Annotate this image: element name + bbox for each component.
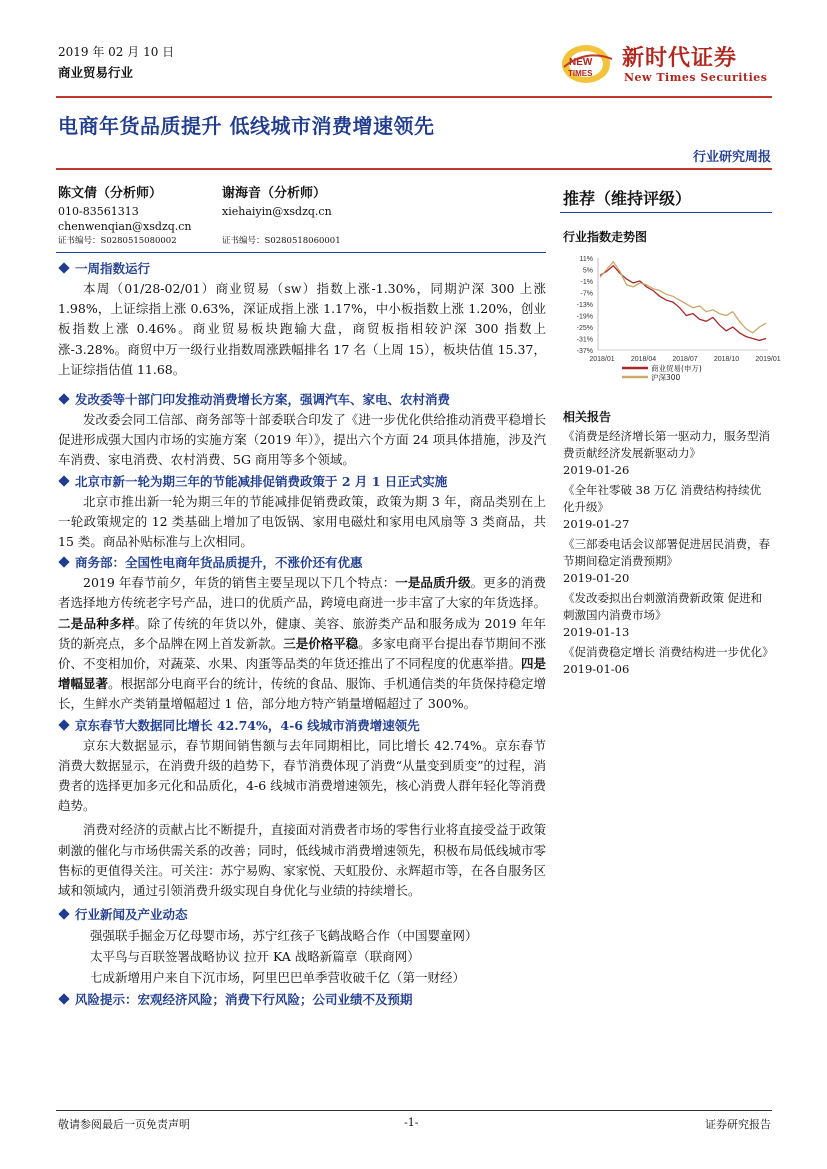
- bullet-icon: [58, 557, 69, 568]
- analyst-cert: 证书编号：S0280515080002: [58, 236, 177, 246]
- section-heading: 商务部：全国性电商年货品质提升，不涨价还有优惠: [58, 553, 546, 571]
- footer-divider: [56, 1110, 772, 1111]
- bullet-icon: [58, 393, 69, 404]
- analyst-1: [58, 186, 192, 249]
- series-line-trade: [600, 266, 766, 341]
- company-logo: [560, 37, 770, 93]
- industry-label: 商业贸易行业: [58, 65, 134, 80]
- x-tick-label: 2018/01: [589, 356, 615, 363]
- analyst-spacer: [222, 219, 341, 234]
- x-tick-label: 2018/07: [672, 356, 698, 363]
- news-item: 强强联手掘金万亿母婴市场，苏宁红孩子飞鹤战略合作（中国婴童网）: [90, 928, 478, 944]
- y-tick-label: 5%: [582, 267, 593, 275]
- paragraph: 消费对经济的贡献占比不断提升，直接面对消费者市场的零售行业将直接受益于政策刺激的催化与市场供需关系的改善；同时，低线城市消费增速领先，积极布局低线城市零售标的更值得关注。可关注：苏宁易购、家家悦、天虹股份、永辉超市等，在各自服务区域和领域内，通过引领消费升级实现自身优化与业绩的持续增长。: [58, 822, 546, 899]
- rating-divider: [560, 212, 772, 213]
- bullet-icon: [58, 994, 69, 1005]
- title-divider: [56, 168, 772, 170]
- y-tick-label: -37%: [576, 348, 593, 355]
- analyst-email: chenwenqian@xsdzq.cn: [58, 220, 192, 233]
- bullet-icon: [58, 909, 69, 920]
- analyst-name: 陈文倩（分析师）: [58, 186, 163, 201]
- y-tick-label: -31%: [576, 336, 593, 344]
- report-date: 2019 年 02 月 10 日: [58, 45, 175, 59]
- section-heading: 一周指数运行: [58, 259, 546, 277]
- paragraph: 北京市推出新一轮为期三年的节能减排促销费政策，政策为期 3 年，商品类别在上一轮政策规定的 12 类基础上增加了电饭锅、家用电磁灶和家用电风扇等 3 类商品，共 15 类。商品补贴标准与上次相同。: [58, 493, 546, 550]
- paragraph: 发改委会同工信部、商务部等十部委联合印发了《进一步优化供给推动消费平稳增长促进形成强大国内市场的实施方案（2019 年）》，提出六个方面 24 项具体措施，涉及汽车消费、家电消费、农村消费、5G 商用等多个领域。: [58, 412, 546, 468]
- related-report-item[interactable]: 《促消费稳定增长 消费结构进一步优化》 2019-01-06: [563, 645, 774, 676]
- bullet-icon: [58, 719, 69, 730]
- news-list: [58, 925, 546, 988]
- logo-company-name: 新时代证券: [622, 45, 738, 71]
- section-heading: 北京市新一轮为期三年的节能减排促销费政策于 2 月 1 日正式实施: [58, 472, 546, 490]
- logo-mark-bottom: TIMES: [568, 69, 593, 78]
- related-report-item[interactable]: 《发改委拟出台刺激消费新政策 促进和刺激国内消费市场》 2019-01-13: [563, 591, 763, 639]
- main-content: [58, 259, 546, 1008]
- analyst-phone: 010-83561313: [58, 205, 139, 218]
- related-report-item[interactable]: 《全年社零破 38 万亿 消费结构持续优化升级》 2019-01-27: [563, 483, 762, 531]
- related-reports-list: [563, 428, 774, 681]
- paragraph: 京东大数据显示，春节期间销售额与去年同期相比，同比增长 42.74%。京东春节消费大数据显示，在消费升级的趋势下，春节消费体现了消费“从量变到质变”的过程，消费者的选择更加多元化和品质化，4-6 线城市消费增速领先，核心消费人群年轻化等消费趋势。: [58, 737, 546, 814]
- analyst-email: xiehaiyin@xsdzq.cn: [222, 205, 332, 218]
- logo-mark-icon: [560, 41, 616, 87]
- chart-title: 行业指数走势图: [563, 230, 648, 244]
- analyst-cert: 证书编号：S0280518060001: [222, 236, 341, 246]
- x-tick-label: 2019/01: [755, 356, 781, 363]
- paragraph: 本周（01/28-02/01）商业贸易（sw）指数上涨-1.30%，同期沪深 300 上涨 1.98%，上证综指上涨 0.63%，深证成指上涨 1.17%，中小板指数上涨 1.20%，创业板指数上涨 0.46%。商业贸易板块跑输大盘，商贸板指相较沪深 300 指数上涨-3.28%。商贸中万一级行业指数周涨跌幅排名 17 名（上周 15），板块估值 15.37，上证综指估值 11.68。: [58, 281, 546, 377]
- x-tick-label: 2018/04: [630, 356, 657, 363]
- y-tick-label: -25%: [576, 325, 593, 332]
- analyst-name: 谢海音（分析师）: [222, 186, 327, 201]
- y-tick-label: -19%: [576, 313, 593, 321]
- related-report-item[interactable]: 《三部委电话会议部署促进居民消费，春节期间稳定消费预期》 2019-01-20: [563, 537, 770, 585]
- y-tick-label: -13%: [576, 302, 593, 309]
- news-item: 太平鸟与百联签署战略协议 拉开 KA 战略新篇章（联商网）: [90, 949, 420, 965]
- header-divider: [56, 96, 772, 98]
- y-tick-label: 11%: [579, 256, 593, 263]
- paragraph: 2019 年春节前夕，年货的销售主要呈现以下几个特点：一是品质升级。更多的消费者选择地方传统老字号产品，进口的优质产品，跨境电商进一步丰富了大家的年货选择。二是品种多样。除了传统的年货以外，健康、美容、旅游类产品和服务成为 2019 年年货的新亮点，多个品牌在网上首发新款。三是价格平稳。多家电商平台提出春节期间不涨价、不变相加价，对蔬菜、水果、肉蛋等品类的年货还推出了不同程度的优惠举措。四是增幅显著。根据部分电商平台的统计，传统的食品、服饰、手机通信类的年货保持稳定增长，生鲜水产类销量增幅超过 1 倍，部分地方特产销量增幅超过了 300%。: [58, 575, 546, 712]
- report-title: 电商年货品质提升 低线城市消费增速领先: [58, 114, 435, 138]
- series-line-hs300: [600, 262, 766, 333]
- y-tick-label: -1%: [580, 279, 593, 286]
- analyst-divider: [56, 252, 546, 253]
- section-heading: 发改委等十部门印发推动消费增长方案，强调汽车、家电、农村消费: [58, 390, 546, 408]
- news-item: 七成新增用户来自下沉市场，阿里巴巴单季营收破千亿（第一财经）: [90, 970, 466, 986]
- footer-label: 证券研究报告: [705, 1118, 771, 1131]
- section-heading: 行业新闻及产业动态: [58, 905, 546, 923]
- related-report-item[interactable]: 《消费是经济增长第一驱动力，服务型消费贡献经济发展新驱动力》 2019-01-26: [563, 429, 770, 477]
- logo-english-name: New Times Securities: [624, 71, 768, 84]
- section-heading: 京东春节大数据同比增长 42.74%，4-6 线城市消费增速领先: [58, 716, 546, 734]
- x-tick-label: 2018/10: [713, 356, 740, 363]
- legend-label: 沪深300: [651, 373, 681, 382]
- legend-label: 商业贸易(申万): [651, 364, 702, 373]
- related-reports-title: 相关报告: [563, 410, 612, 424]
- y-tick-label: -7%: [580, 290, 593, 298]
- page-number: -1-: [404, 1116, 419, 1129]
- analyst-2: [222, 186, 341, 249]
- index-trend-chart: [556, 250, 781, 398]
- bullet-icon: [58, 262, 69, 273]
- bullet-icon: [58, 475, 69, 486]
- logo-mark-top: NEW: [569, 57, 593, 68]
- report-type: 行业研究周报: [692, 150, 771, 165]
- rating: 推荐（维持评级）: [563, 189, 692, 208]
- section-heading: 风险提示：宏观经济风险；消费下行风险；公司业绩不及预期: [58, 990, 546, 1008]
- footer-disclaimer: 敬请参阅最后一页免责声明: [58, 1118, 190, 1131]
